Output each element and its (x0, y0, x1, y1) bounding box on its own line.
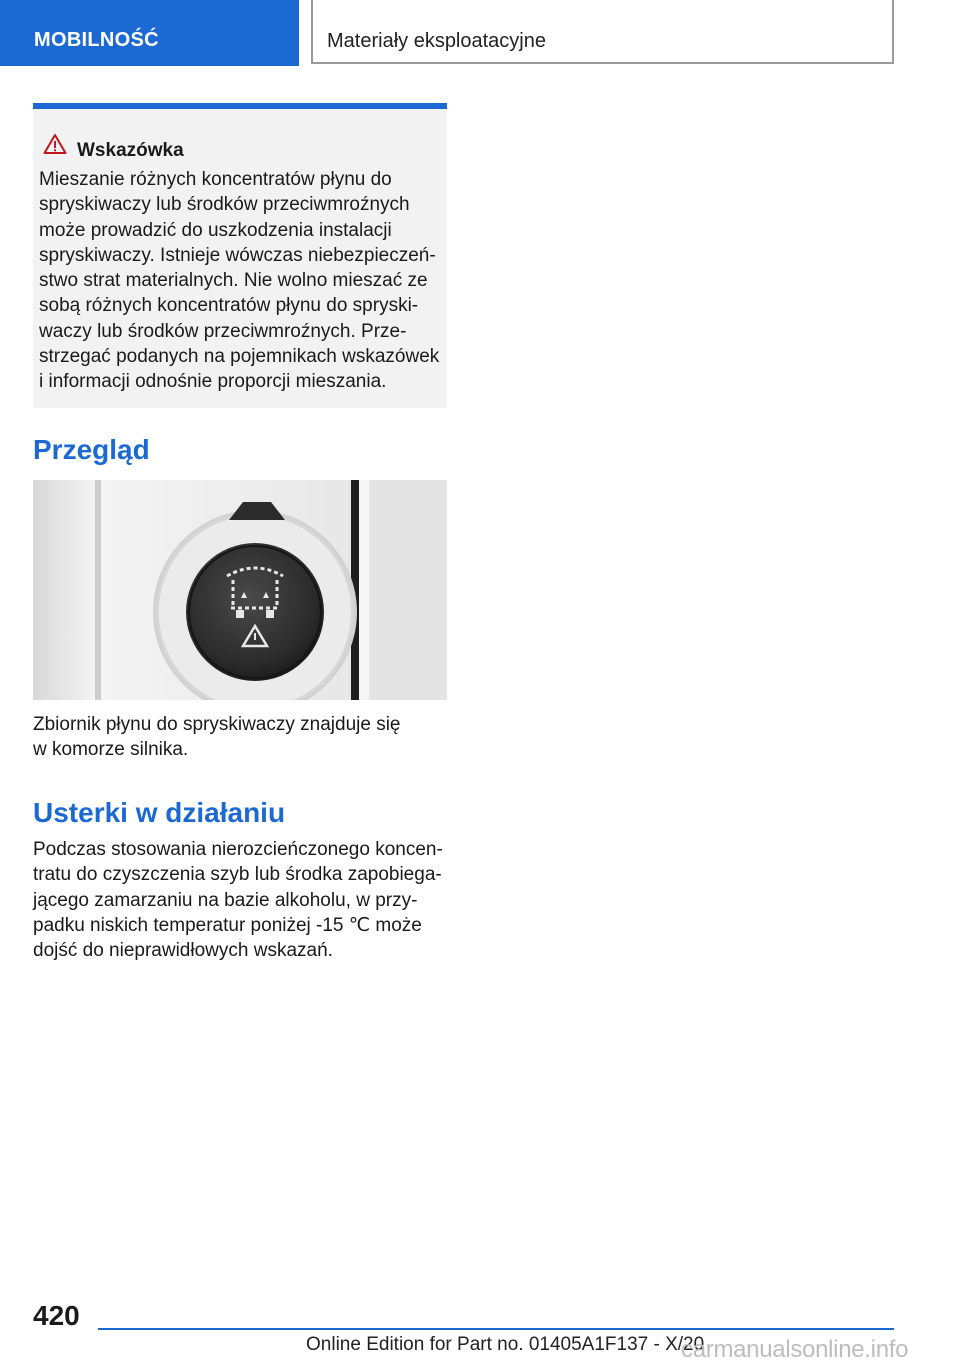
malfunction-line: dojść do nieprawidłowych wskazań. (33, 940, 333, 962)
warning-text (39, 167, 443, 395)
malfunction-line: padku niskich temperatur poniżej -15 ℃ może (33, 914, 422, 936)
warning-line: Mieszanie różnych koncentratów płynu do (39, 169, 392, 190)
edition-text: Online Edition for Part no. 01405A1F137 - X/20 (306, 1334, 705, 1355)
malfunction-line: tratu do czyszczenia szyb lub środka zapobiega- (33, 864, 442, 886)
warning-triangle-icon (43, 133, 67, 155)
washer-fluid-cap-photo (33, 480, 447, 700)
warning-line: stwo strat materialnych. Nie wolno mieszać ze (39, 270, 428, 292)
chapter-title: Materiały eksploatacyjne (327, 30, 546, 52)
warning-box (33, 103, 447, 408)
overview-line: w komorze silnika. (33, 739, 189, 761)
chapter-header (311, 0, 894, 64)
warning-line: spryskiwaczy. Istnieje wówczas niebezpieczeń- (39, 244, 436, 266)
section-title: MOBILNOŚĆ (34, 29, 159, 51)
warning-line: waczy lub środków przeciwmroźnych. Prze- (39, 320, 407, 342)
washer-fluid-cap-icon (33, 480, 447, 700)
warning-title: Wskazówka (77, 140, 184, 161)
warning-line: i informacji odnośnie proporcji mieszania. (39, 371, 387, 393)
overview-text (33, 712, 447, 763)
page-number: 420 (33, 1300, 80, 1331)
footer-divider (98, 1328, 894, 1330)
watermark: carmanualsonline.info (681, 1336, 909, 1363)
section-tab (0, 0, 299, 66)
malfunction-line: Podczas stosowania nierozcieńczonego koncen- (33, 839, 443, 860)
overview-heading: Przegląd (33, 434, 150, 465)
malfunction-line: jącego zamarzaniu na bazie alkoholu, w przy- (33, 889, 418, 911)
warning-line: sobą różnych koncentratów płynu do spryski- (39, 295, 419, 317)
overview-line: Zbiornik płynu do spryskiwaczy znajduje się (33, 714, 401, 735)
warning-line: spryskiwaczy lub środków przeciwmroźnych (39, 194, 410, 216)
malfunction-heading: Usterki w działaniu (33, 797, 286, 828)
warning-line: może prowadzić do uszkodzenia instalacji (39, 219, 392, 241)
warning-line: strzegać podanych na pojemnikach wskazówek (39, 346, 440, 368)
malfunction-text (33, 837, 447, 963)
